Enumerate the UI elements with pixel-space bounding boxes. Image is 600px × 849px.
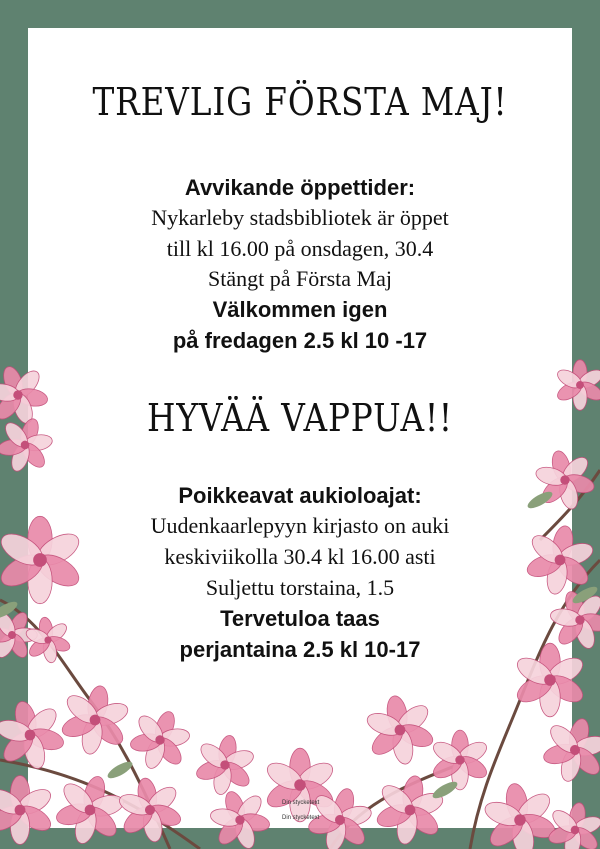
magnolia-flower — [370, 770, 450, 849]
finnish-welcome-1: Tervetuloa taas — [220, 606, 380, 631]
placeholder-text-2: Din stycketext — [282, 815, 320, 821]
swedish-line-3: Stängt på Första Maj — [208, 266, 392, 291]
leaf — [105, 759, 134, 782]
magnolia-flower — [0, 776, 55, 845]
magnolia-flower — [555, 360, 600, 411]
swedish-welcome-1: Välkommen igen — [212, 297, 388, 322]
magnolia-flowers — [0, 357, 600, 849]
magnolia-flower — [430, 730, 490, 790]
finnish-line-2: keskiviikolla 30.4 kl 16.00 asti — [164, 544, 436, 569]
swedish-welcome-2: på fredagen 2.5 kl 10 -17 — [172, 328, 428, 353]
swedish-title: TREVLIG FÖRSTA MAJ! — [92, 80, 508, 124]
magnolia-flower — [520, 520, 600, 600]
magnolia-flower — [0, 516, 84, 603]
finnish-line-3: Suljettu torstaina, 1.5 — [205, 575, 395, 600]
swedish-line-1: Nykarleby stadsbibliotek är öppet — [151, 205, 449, 230]
finnish-hours-heading: Poikkeavat aukioloajat: — [178, 483, 422, 508]
magnolia-flower — [513, 643, 587, 717]
magnolia-flower — [48, 768, 133, 849]
magnolia-flower — [0, 410, 61, 481]
magnolia-flower — [360, 690, 440, 770]
swedish-line-2: till kl 16.00 på onsdagen, 30.4 — [166, 236, 434, 261]
magnolia-flower — [202, 782, 279, 849]
finnish-line-1: Uudenkaarlepyyn kirjasto on auki — [150, 513, 450, 538]
finnish-title: HYVÄÄ VAPPUA!! — [147, 396, 453, 440]
magnolia-flower — [0, 693, 72, 778]
finnish-welcome-2: perjantaina 2.5 kl 10-17 — [179, 637, 421, 662]
leaf — [430, 779, 459, 802]
magnolia-flower — [190, 730, 260, 799]
magnolia-flower — [535, 711, 600, 790]
swedish-hours-heading: Avvikande öppettider: — [184, 175, 416, 200]
magnolia-flower — [113, 773, 188, 848]
placeholder-text-1: Din stycketext — [282, 800, 320, 806]
